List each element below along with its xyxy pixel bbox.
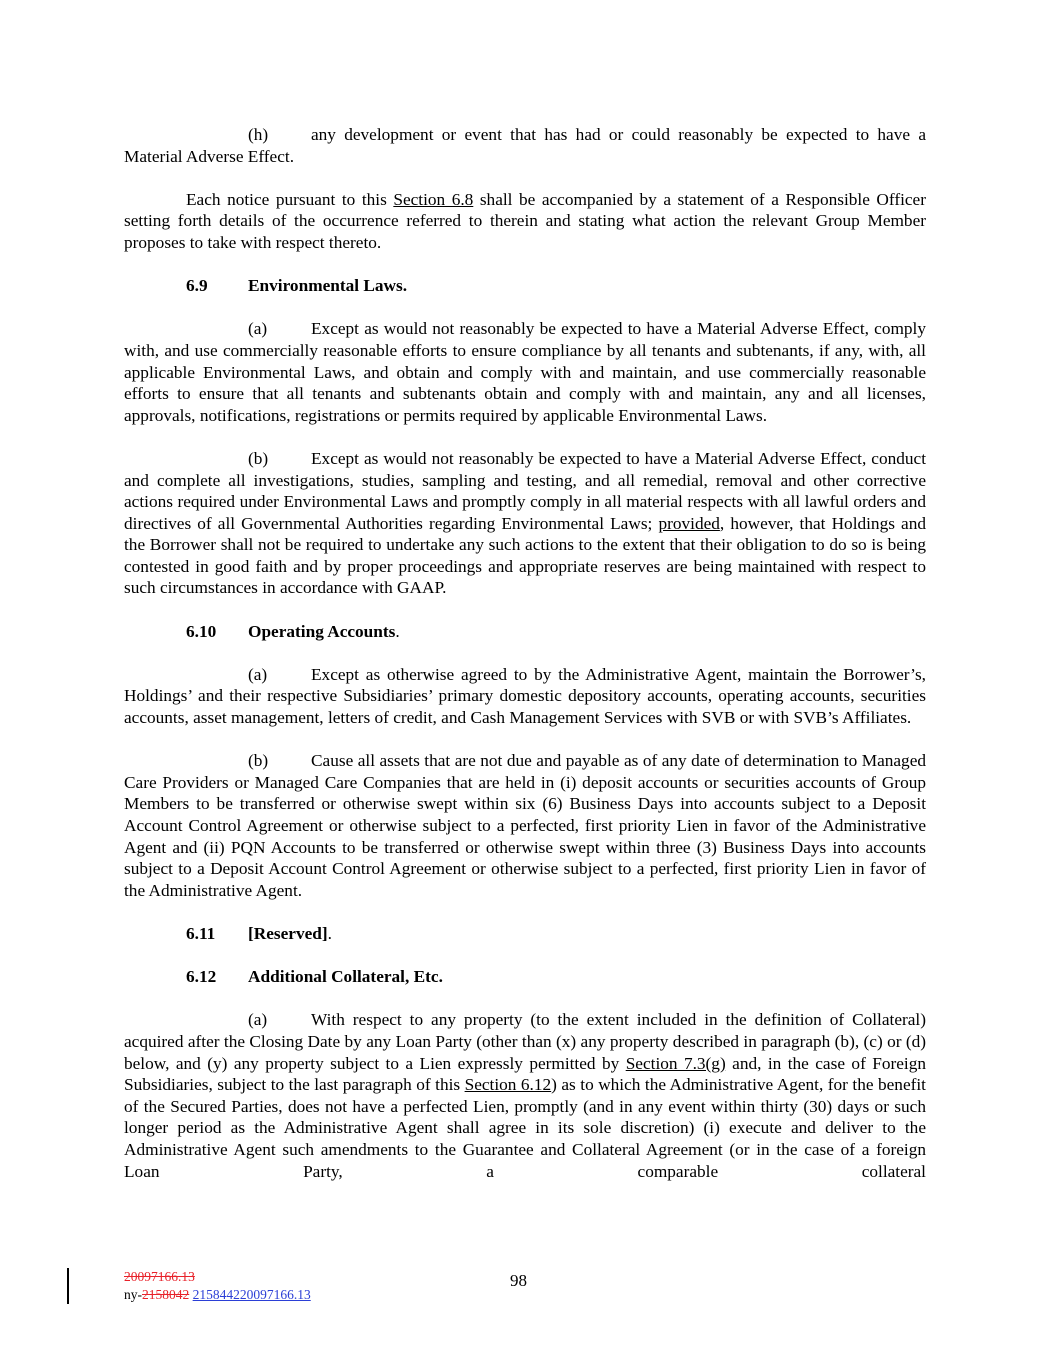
paragraph-text: With respect to any property (to the extent included in the definition of Collateral) acquired after the Closing Date by any Loan Party (other than (x) any property described in paragraph (b), (c) or (d) below, and (y) any property subject to a Lien expressly permitted by (124, 1010, 926, 1073)
paragraph (124, 318, 926, 426)
paragraph-text: , however, that Holdings and the Borrower shall not be required to undertake any such actions to the extent that their obligation to do so is being contested in good faith and by proper proceedings and appropriate reserves are being maintained with respect to such circumstances in accordance with GAAP. (124, 513, 926, 598)
paragraph (124, 750, 926, 901)
paragraph (124, 1009, 926, 1182)
footer-doc-id (124, 1268, 311, 1304)
section-title: Environmental Laws. (248, 276, 408, 296)
clause-label: (a) (248, 1010, 268, 1030)
cross-reference: Section 6.8 (393, 189, 474, 209)
section-title-suffix: . (395, 621, 400, 641)
cross-reference: Section 6.12 (464, 1075, 552, 1095)
paragraph-text: Except as would not reasonably be expected to have a Material Adverse Effect, conduct and complete all investigations, studies, sampling and testing, and all remedial, removal and other corrective actions required under Environmental Laws and promptly comply in all material respects with all lawful orders and directives of all Governmental Authorities regarding Environmental Laws; (124, 448, 926, 533)
section-heading (186, 923, 926, 945)
section-number: 6.12 (186, 967, 217, 987)
inserted-doc-id: 215844220097166.13 (192, 1287, 311, 1302)
paragraph (124, 448, 926, 599)
cross-reference: Section 7.3(g) (625, 1053, 726, 1073)
paragraph (124, 124, 926, 167)
paragraph-text: and, in the case of Foreign Subsidiaries, subject to the last paragraph of this (124, 1053, 927, 1095)
cross-reference: provided (658, 513, 720, 533)
section-number: 6.9 (186, 276, 208, 296)
doc-id-prefix: ny- (124, 1287, 142, 1302)
paragraph (124, 189, 926, 254)
section-title: Operating Accounts (248, 621, 396, 641)
document-body (124, 124, 926, 1204)
paragraph-text: shall be accompanied by a statement of a Responsible Officer setting forth details of the occurrence referred to therein and stating what action the relevant Group Member proposes to take with respect thereto. (124, 189, 926, 252)
clause-label: (a) (248, 319, 268, 339)
clause-label: (a) (248, 664, 268, 684)
paragraph-text: Cause all assets that are not due and payable as of any date of determination to Managed Care Providers or Managed Care Companies that are held in (i) deposit accounts or securities accounts of Group Members to be transferred or otherwise swept within six (6) Business Days into accounts subject to a Deposit Account Control Agreement or otherwise subject to a perfected, first priority Lien in favor of the Administrative Agent and (ii) PQN Accounts to be transferred or otherwise swept within three (3) Business Days into accounts subject to a Deposit Account Control Agreement or otherwise subject to a perfected, first priority Lien in favor of the Administrative Agent. (124, 751, 926, 900)
change-bar (67, 1268, 69, 1304)
section-heading (186, 621, 926, 643)
paragraph-text: Except as would not reasonably be expected to have a Material Adverse Effect, comply with, and use commercially reasonable efforts to ensure compliance by all tenants and subtenants, if any, with, all applicable Environmental Laws, and obtain and comply with and maintain, and use commercially reasonable efforts to ensure that all tenants and subtenants obtain and comply with and maintain, any and all licenses, approvals, notifications, registrations or permits required by applicable Environmental Laws. (124, 319, 926, 425)
section-heading (186, 275, 926, 297)
deleted-doc-id: 20097166.13 (124, 1269, 195, 1284)
clause-label: (b) (248, 751, 269, 771)
section-number: 6.11 (186, 923, 216, 943)
section-title-suffix: . (327, 923, 332, 943)
paragraph-text: ) as to which the Administrative Agent, for the benefit of the Secured Parties, does not have a perfected Lien, promptly (and in any event within thirty (30) days or such longer period as the Administrative Agent shall agree in its sole discretion) (i) execute and deliver to the Administrative Agent such amendments to the Guarantee and Collateral Agreement (or in the case of a foreign Loan Party, a comparable collateral (124, 1075, 926, 1181)
paragraph-text: any development or event that has had or could reasonably be expected to have a Material Adverse Effect. (124, 125, 926, 166)
paragraph (124, 664, 926, 729)
deleted-ny-number: 2158042 (142, 1287, 190, 1302)
clause-label: (b) (248, 448, 269, 468)
section-number: 6.10 (186, 621, 217, 641)
paragraph-text: Except as otherwise agreed to by the Administrative Agent, maintain the Borrower’s, Holdings’ and their respective Subsidiaries’ primary domestic depository accounts, operating accounts, securities accounts, asset management, letters of credit, and Cash Management Services with SVB or with SVB’s Affiliates. (124, 664, 926, 728)
clause-label: (h) (248, 125, 269, 144)
page-number: 98 (510, 1271, 527, 1290)
section-heading (186, 966, 926, 988)
section-title: [Reserved] (248, 923, 328, 943)
section-title: Additional Collateral, Etc. (248, 967, 443, 987)
paragraph-text: Each notice pursuant to this (186, 189, 394, 209)
